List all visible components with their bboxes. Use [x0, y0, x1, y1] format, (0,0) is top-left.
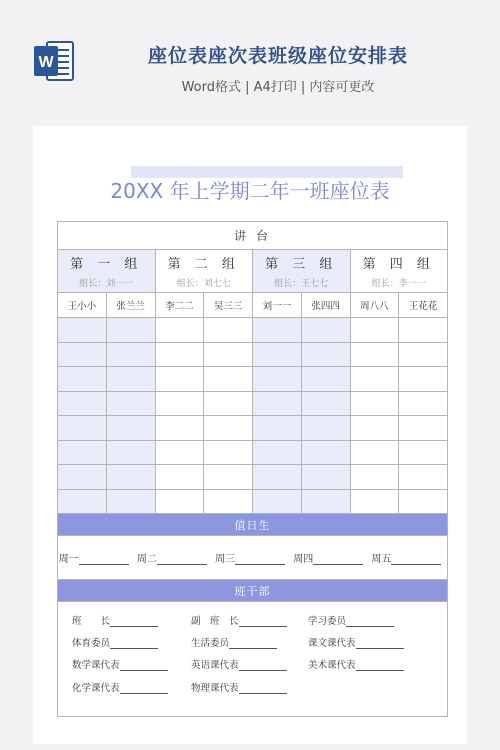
seat-cell[interactable] [204, 465, 253, 490]
cadre-item [72, 680, 168, 694]
cadre-blank[interactable] [110, 639, 158, 649]
seat-row [58, 342, 448, 367]
seat-cell[interactable] [399, 465, 448, 490]
seat-cell[interactable] [253, 318, 302, 343]
cadre-item [308, 657, 404, 671]
document-subtitle: Word格式 | A4打印 | 内容可更改 [181, 80, 375, 95]
seat-cell[interactable] [58, 342, 107, 367]
seat-row [58, 416, 448, 441]
duty-day: 周四 [293, 554, 314, 565]
seat-row [58, 367, 448, 392]
student-seat: 李二二 [155, 293, 204, 318]
duty-blank[interactable] [391, 555, 441, 565]
seat-cell[interactable] [253, 342, 302, 367]
student-seat: 张兰兰 [106, 293, 155, 318]
cadre-blank[interactable] [110, 617, 158, 627]
group-name: 第 四 组 [362, 257, 435, 272]
seat-cell[interactable] [399, 416, 448, 441]
seat-cell[interactable] [253, 465, 302, 490]
page-header [0, 0, 500, 110]
duty-day: 周一 [58, 554, 79, 565]
seat-cell[interactable] [301, 489, 350, 514]
seat-row [58, 489, 448, 514]
seat-cell[interactable] [155, 440, 204, 465]
cadre-blank[interactable] [356, 661, 404, 671]
cadre-item [191, 680, 287, 694]
cadre-role: 物理课代表 [191, 683, 239, 694]
seat-cell[interactable] [399, 318, 448, 343]
seat-cell[interactable] [350, 465, 399, 490]
seat-cell[interactable] [155, 465, 204, 490]
group-name: 第 一 组 [70, 257, 143, 272]
duty-slot [137, 550, 207, 565]
seat-cell[interactable] [301, 440, 350, 465]
seat-cell[interactable] [58, 489, 107, 514]
word-icon [33, 38, 75, 84]
sheet-title: 20XX 年上学期二年一班座位表 [110, 179, 390, 203]
cadre-item [191, 635, 277, 649]
cadre-item [308, 613, 394, 627]
student-seat: 刘一一 [253, 293, 302, 318]
seat-cell[interactable] [204, 318, 253, 343]
seat-cell[interactable] [58, 440, 107, 465]
seat-cell[interactable] [253, 440, 302, 465]
podium-label: 讲 台 [58, 222, 448, 250]
cadre-blank[interactable] [239, 684, 287, 694]
seat-cell[interactable] [106, 489, 155, 514]
cadre-blank[interactable] [346, 617, 394, 627]
seat-cell[interactable] [204, 391, 253, 416]
seat-cell[interactable] [399, 367, 448, 392]
cadre-role: 数学课代表 [72, 660, 120, 671]
seat-cell[interactable] [350, 489, 399, 514]
cadre-item [72, 635, 158, 649]
seat-cell[interactable] [204, 342, 253, 367]
empty-seat-rows [58, 318, 448, 514]
cadre-item [191, 613, 287, 627]
seat-cell[interactable] [155, 391, 204, 416]
cadre-role: 班 长 [72, 616, 111, 627]
seat-cell[interactable] [301, 391, 350, 416]
seat-cell[interactable] [106, 440, 155, 465]
seat-cell[interactable] [301, 465, 350, 490]
student-seat: 周八八 [350, 293, 399, 318]
duty-slot [293, 550, 363, 565]
seat-cell[interactable] [350, 391, 399, 416]
seat-cell[interactable] [155, 416, 204, 441]
cadre-grid [58, 602, 447, 716]
group-header [58, 250, 156, 293]
document-title: 座位表座次表班级座位安排表 [147, 45, 408, 67]
cadre-role: 学习委员 [308, 616, 347, 627]
cadre-list [58, 602, 448, 717]
seat-cell[interactable] [350, 367, 399, 392]
cadre-blank[interactable] [120, 661, 168, 671]
seat-cell[interactable] [253, 367, 302, 392]
seat-cell[interactable] [301, 318, 350, 343]
seat-cell[interactable] [399, 342, 448, 367]
seat-cell[interactable] [204, 440, 253, 465]
seat-row [58, 318, 448, 343]
cadre-item [72, 657, 168, 671]
cadre-item [72, 613, 158, 627]
group-header [253, 250, 351, 293]
seat-cell[interactable] [253, 489, 302, 514]
seat-cell[interactable] [350, 440, 399, 465]
seat-cell[interactable] [106, 391, 155, 416]
cadre-blank[interactable] [229, 639, 277, 649]
seat-cell[interactable] [155, 342, 204, 367]
duty-day: 周三 [215, 554, 236, 565]
cadre-role: 生活委员 [191, 638, 230, 649]
seat-cell[interactable] [58, 416, 107, 441]
seat-cell[interactable] [253, 391, 302, 416]
seat-cell[interactable] [58, 465, 107, 490]
group-header [155, 250, 253, 293]
duty-slot [215, 550, 285, 565]
duty-day: 周二 [136, 554, 157, 565]
group-leader: 组长：王七七 [274, 279, 329, 289]
group-leader: 组长：刘七七 [176, 279, 231, 289]
seat-cell[interactable] [350, 342, 399, 367]
group-leader: 组长：刘一一 [79, 279, 134, 289]
duty-slot [59, 550, 129, 565]
seat-cell[interactable] [204, 489, 253, 514]
group-name: 第 二 组 [167, 257, 240, 272]
duty-blank[interactable] [235, 555, 285, 565]
seating-table [57, 221, 448, 717]
seat-cell[interactable] [350, 318, 399, 343]
student-seat: 张四四 [301, 293, 350, 318]
seat-cell[interactable] [155, 318, 204, 343]
group-name: 第 三 组 [265, 257, 338, 272]
cadre-blank[interactable] [356, 639, 404, 649]
seat-cell[interactable] [106, 367, 155, 392]
seat-row [58, 465, 448, 490]
group-header [350, 250, 448, 293]
cadre-item [191, 657, 287, 671]
seat-cell[interactable] [204, 367, 253, 392]
cadre-section-title: 班干部 [58, 580, 448, 602]
duty-slot [371, 550, 441, 565]
seat-cell[interactable] [253, 416, 302, 441]
group-leader: 组长：李一一 [371, 279, 426, 289]
seat-cell[interactable] [58, 391, 107, 416]
cadre-item [308, 635, 404, 649]
student-seat: 王小小 [58, 293, 107, 318]
seat-cell[interactable] [106, 318, 155, 343]
seat-cell[interactable] [399, 391, 448, 416]
document-page [33, 126, 467, 744]
cadre-role: 副 班 长 [191, 616, 239, 627]
seat-cell[interactable] [58, 367, 107, 392]
cadre-blank[interactable] [239, 661, 287, 671]
seat-cell[interactable] [106, 342, 155, 367]
seat-row [58, 440, 448, 465]
duty-day: 周五 [371, 554, 392, 565]
seat-cell[interactable] [155, 489, 204, 514]
seat-cell[interactable] [58, 318, 107, 343]
cadre-role: 化学课代表 [72, 683, 120, 694]
cadre-blank[interactable] [120, 684, 168, 694]
student-seat: 吴三三 [204, 293, 253, 318]
svg-text:W: W [38, 54, 54, 71]
cadre-blank[interactable] [239, 617, 287, 627]
seat-row [58, 391, 448, 416]
cadre-role: 美术课代表 [308, 660, 356, 671]
duty-blank[interactable] [313, 555, 363, 565]
seat-cell[interactable] [301, 416, 350, 441]
seat-cell[interactable] [399, 489, 448, 514]
seat-cell[interactable] [106, 465, 155, 490]
seat-cell[interactable] [155, 367, 204, 392]
seat-cell[interactable] [106, 416, 155, 441]
duty-blank[interactable] [157, 555, 207, 565]
student-seat: 王花花 [399, 293, 448, 318]
cadre-role: 体育委员 [72, 638, 111, 649]
cadre-role: 课文课代表 [308, 638, 356, 649]
seat-cell[interactable] [301, 367, 350, 392]
seat-cell[interactable] [399, 440, 448, 465]
duty-blank[interactable] [79, 555, 129, 565]
seat-cell[interactable] [301, 342, 350, 367]
duty-schedule [58, 536, 448, 580]
seat-cell[interactable] [350, 416, 399, 441]
cadre-role: 英语课代表 [191, 660, 239, 671]
seat-cell[interactable] [204, 416, 253, 441]
duty-section-title: 值日生 [58, 514, 448, 536]
